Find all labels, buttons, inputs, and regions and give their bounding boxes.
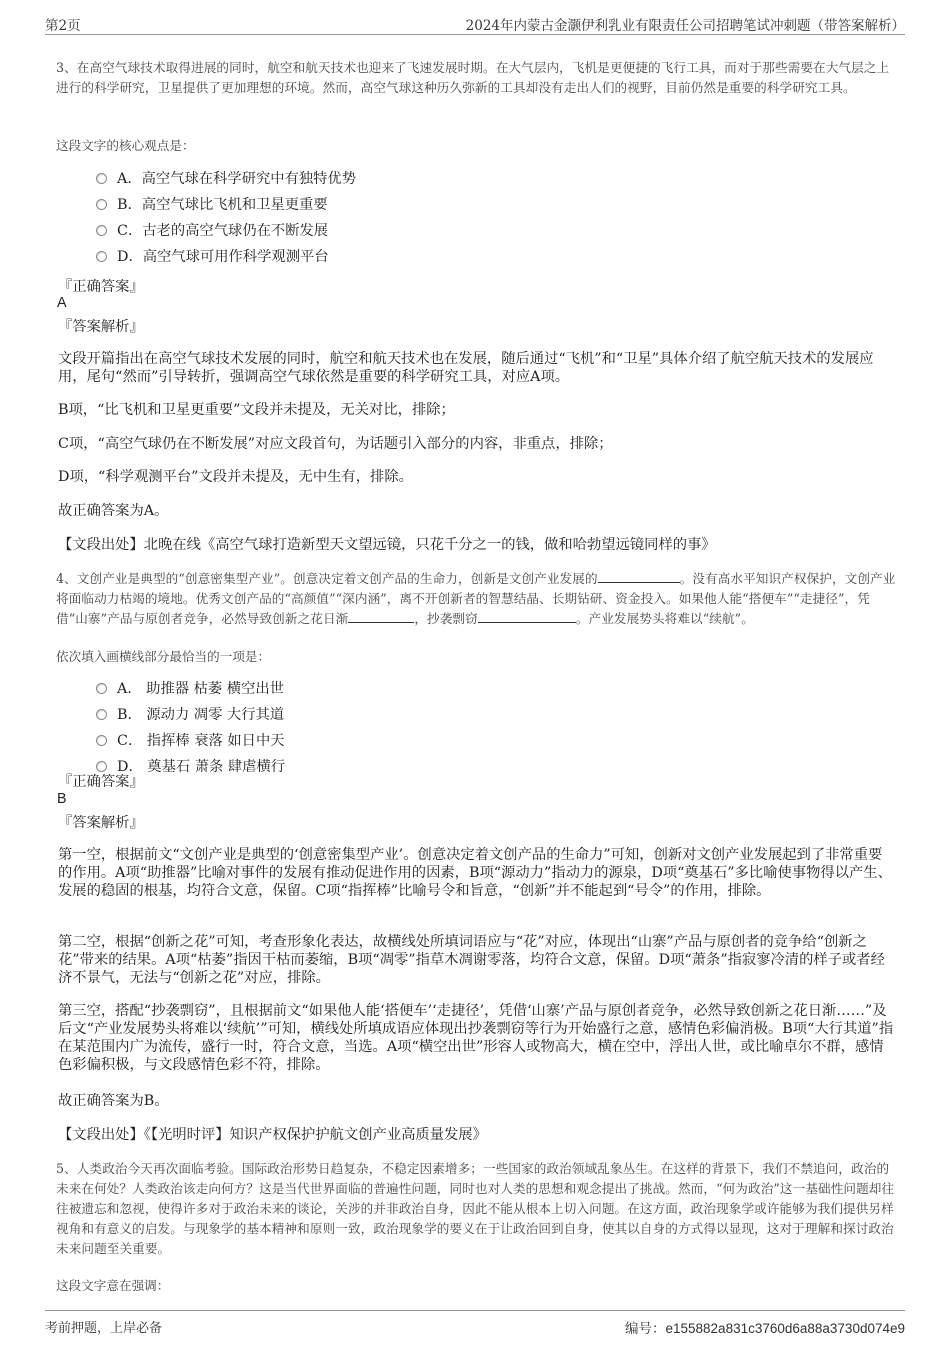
footer-slogan: 考前押题，上岸必备 — [45, 1321, 163, 1336]
radio-icon[interactable] — [96, 709, 107, 720]
radio-icon[interactable] — [96, 225, 107, 236]
q3-option-b-label: B．高空气球比飞机和卫星更重要 — [117, 197, 328, 213]
q4-analysis-3: 第三空，搭配“抄袭剽窃”，且根据前文“如果他人能‘搭便车’‘走捷径’，凭借‘山寨’产品与原创者竞争，必然导致创新之花日渐……”及后文“产业发展势头将难以‘续航’”可知，横线处所填成语应体现出抄袭剽窃等行为开始盛行之意，感情色彩偏消极。B项“大行其道”指在某范围内广为流传，盛行一时，符合文意，当选。A项“横空出世”形容人或物高大，横在空中，浮出人世，或比喻卓尔不群，感情色彩偏积极，与文段感情色彩不符，排除。 — [58, 1003, 894, 1073]
q4-analysis-2: 第二空，根据“创新之花”可知，考查形象化表达，故横线处所填词语应与“花”对应，体现出“山寨”产品与原创者的竞争给“创新之花”带来的结果。A项“枯萎”指因干枯而萎缩，B项“凋零”指草木凋谢零落，均符合文意，保留。D项“萧条”指寂寥冷清的样子或者经济不景气，无法与“创新之花”对应，排除。 — [58, 934, 885, 986]
q3-option-a[interactable] — [96, 166, 356, 192]
page-header — [45, 14, 905, 35]
radio-icon[interactable] — [96, 761, 107, 772]
q4-text-4: 。产业发展势头将难以“续航”。 — [575, 611, 754, 626]
q4-blank-3 — [478, 610, 576, 623]
q4-option-a[interactable] — [96, 676, 285, 702]
q3-option-c-label: C．古老的高空气球仍在不断发展 — [117, 223, 329, 239]
q3-analysis-5: 故正确答案为A。 — [58, 503, 169, 519]
q4-option-b-label: B． 源动力 凋零 大行其道 — [117, 707, 285, 723]
q3-answer-tag: 『正确答案』 — [58, 279, 144, 295]
footer-serial: 编号：e155882a831c3760d6a88a3730d074e9 — [625, 1321, 905, 1336]
q4-text-3: ，抄袭剽窃 — [414, 611, 478, 626]
q3-analysis-3: C项，“高空气球仍在不断发展”对应文段首句，为话题引入部分的内容，非重点，排除； — [58, 436, 613, 452]
q3-prompt: 这段文字的核心观点是： — [56, 138, 195, 153]
q4-prompt: 依次填入画横线部分最恰当的一项是： — [56, 649, 271, 664]
q3-answer: A — [57, 295, 67, 311]
q4-option-b[interactable] — [96, 702, 285, 728]
q3-option-a-label: A．高空气球在科学研究中有独特优势 — [117, 171, 357, 187]
q4-analysis-4: 故正确答案为B。 — [58, 1093, 169, 1109]
page-number: 第2页 — [45, 18, 81, 34]
document-title: 2024年内蒙古金灏伊利乳业有限责任公司招聘笔试冲刺题（带答案解析） — [465, 18, 905, 34]
q4-answer: B — [57, 791, 67, 807]
q3-analysis-2: B项，“比飞机和卫星更重要”文段并未提及，无关对比，排除； — [58, 402, 455, 418]
radio-icon[interactable] — [96, 683, 107, 694]
q4-text — [56, 569, 898, 629]
q4-answer-tag: 『正确答案』 — [58, 774, 144, 790]
q4-blank-2 — [348, 610, 414, 623]
q3-options — [96, 166, 356, 270]
q4-analysis-tag: 『答案解析』 — [58, 815, 144, 831]
q4-option-a-label: A． 助推器 枯萎 横空出世 — [117, 681, 284, 697]
radio-icon[interactable] — [96, 199, 107, 210]
q4-option-c-label: C． 指挥棒 衰落 如日中天 — [117, 733, 285, 749]
q3-text: 3、在高空气球技术取得进展的同时，航空和航天技术也迎来了飞速发展时期。在大气层内，飞机是更便捷的飞行工具，而对于那些需要在大气层之上进行的科学研究，卫星提供了更加理想的环境。然而，高空气球这种历久弥新的工具却没有走出人们的视野，目前仍然是重要的科学研究工具。 — [56, 60, 890, 95]
q3-analysis-1: 文段开篇指出在高空气球技术发展的同时，航空和航天技术也在发展，随后通过“飞机”和“卫星”具体介绍了航空航天技术的发展应用，尾句“然而”引导转折，强调高空气球依然是重要的科学研究工具，对应A项。 — [58, 351, 874, 385]
radio-icon[interactable] — [96, 173, 107, 184]
q4-text-1: 4、文创产业是典型的“创意密集型产业”。创意决定着文创产品的生命力，创新是文创产业发展的 — [56, 571, 598, 586]
page-footer — [45, 1310, 905, 1337]
radio-icon[interactable] — [96, 735, 107, 746]
q5-text: 5、人类政治今天再次面临考验。国际政治形势日趋复杂，不稳定因素增多；一些国家的政治领域乱象丛生。在这样的背景下，我们不禁追问，政治的未来在何处？人类政治该走向何方？这是当代世界面临的普遍性问题，同时也对人类的思想和观念提出了挑战。然而，“何为政治”这一基础性问题却往往被遗忘和忽视，使得许多对于政治未来的谈论，关涉的并非政治自身，因此不能从根本上切入问题。在这方面，政治现象学或许能够为我们提供另样视角和有意义的启发。与现象学的基本精神和原则一致，政治现象学的要义在于让政治回到自身，使其以自身的方式得以显现，这对于理解和探讨政治未来问题至关重要。 — [56, 1161, 895, 1256]
q3-analysis-4: D项，“科学观测平台”文段并未提及，无中生有，排除。 — [58, 469, 413, 485]
q4-source: 【文段出处】《【光明时评】知识产权保护护航文创产业高质量发展》 — [58, 1127, 487, 1143]
q3-option-c[interactable] — [96, 218, 356, 244]
radio-icon[interactable] — [96, 251, 107, 262]
q4-option-d-label: D． 奠基石 萧条 肆虐横行 — [117, 759, 286, 775]
q3-option-d-label: D．高空气球可用作科学观测平台 — [117, 249, 329, 265]
q3-option-d[interactable] — [96, 244, 356, 270]
q3-option-b[interactable] — [96, 192, 356, 218]
q4-blank-1 — [598, 570, 680, 583]
q5-prompt: 这段文字意在强调： — [56, 1278, 170, 1293]
q4-options — [96, 676, 285, 780]
q4-text-2: 。没有高水平知识产权保护，文创产业将面临动力枯竭的境地。优秀文创产品的“高颜值”“深内涵”，离不开创新者的智慧结晶、长期钻研、资金投入。如果他人能“搭便车”“走捷径”，凭借“山寨”产品与原创者竞争，必然导致创新之花日渐 — [56, 571, 896, 626]
q4-analysis-1: 第一空，根据前文“文创产业是典型的‘创意密集型产业’。创意决定着文创产品的生命力”可知，创新对文创产业发展起到了非常重要的作用。A项“助推器”比喻对事件的发展有推动促进作用的因素，B项“源动力”指动力的源泉，D项“奠基石”多比喻使事物得以产生、发展的稳固的根基，均符合文意，保留。C项“指挥棒”比喻号令和旨意，“创新”并不能起到“号令”的作用，排除。 — [58, 847, 892, 899]
q3-analysis-tag: 『答案解析』 — [58, 319, 144, 335]
q4-option-c[interactable] — [96, 728, 285, 754]
q3-source: 【文段出处】北晚在线《高空气球打造新型天文望远镜，只花千分之一的钱，做和哈勃望远镜同样的事》 — [58, 537, 716, 553]
